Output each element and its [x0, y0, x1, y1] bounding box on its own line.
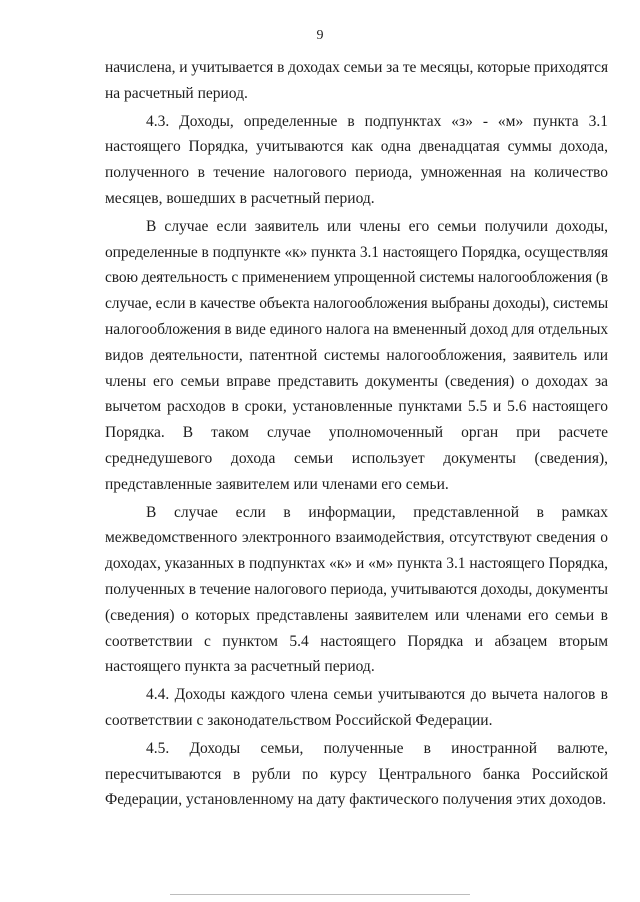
paragraph: [105, 214, 608, 498]
text-line: соответствии с пунктом 5.4 настоящего Порядка и абзацем вторым: [105, 632, 608, 650]
paragraph: [105, 109, 608, 212]
text-line: полученных в течение налогового периода, учитываются доходы, документы: [105, 580, 608, 598]
text-line: соответствии с законодательством Российской Федерации.: [105, 711, 493, 729]
text-line: межведомственного электронного взаимодействия, отсутствуют сведения о: [105, 529, 608, 547]
text-line: представленные заявителем или членами его семьи.: [105, 475, 449, 493]
scan-artifact-line: [170, 894, 470, 895]
text-line: начислена, и учитывается в доходах семьи за те месяцы, которые приходятся: [105, 59, 608, 76]
text-line: 4.5. Доходы семьи, полученные в иностранной валюте,: [146, 739, 608, 757]
text-line: Порядка. В таком случае уполномоченный орган при расчете: [105, 424, 608, 442]
paragraph: [105, 736, 608, 813]
text-line: случае, если в качестве объекта налогообложения выбраны доходы), системы: [105, 295, 608, 313]
text-line: полученного в течение налогового периода, умноженная на количество: [105, 164, 608, 182]
text-line: на расчетный период.: [105, 84, 248, 102]
page-number: 9: [316, 28, 324, 43]
text-line: члены его семьи вправе представить документы (сведения) о доходах за: [105, 372, 608, 390]
text-line: В случае если заявитель или члены его семьи получили доходы,: [146, 217, 608, 235]
text-line: (сведения) о которых представлены заявителем или членами его семьи в: [105, 606, 608, 624]
text-line: 4.3. Доходы, определенные в подпунктах «з» - «м» пункта 3.1: [146, 112, 608, 130]
text-line: среднедушевого дохода семьи использует документы (сведения),: [105, 449, 608, 467]
paragraph: [105, 500, 608, 681]
text-line: настоящего пункта за расчетный период.: [105, 658, 375, 676]
text-line: настоящего Порядка, учитываются как одна двенадцатая суммы дохода,: [105, 138, 608, 156]
document-body: [105, 55, 608, 813]
text-line: вычетом расходов в сроки, установленные пунктами 5.5 и 5.6 настоящего: [105, 398, 608, 416]
text-line: видов деятельности, патентной системы налогообложения, заявитель или: [105, 346, 608, 364]
text-line: Федерации, установленному на дату фактического получения этих доходов.: [105, 791, 607, 809]
paragraph: [105, 55, 608, 107]
text-line: 4.4. Доходы каждого члена семьи учитываются до вычета налогов в: [146, 686, 608, 704]
text-line: налогообложения в виде единого налога на вмененный доход для отдельных: [105, 320, 609, 338]
text-line: месяцев, вошедших в расчетный период.: [105, 189, 375, 207]
text-line: пересчитываются в рубли по курсу Центрального банка Российской: [105, 765, 608, 783]
text-line: определенные в подпункте «к» пункта 3.1 настоящего Порядка, осуществляя: [105, 243, 608, 261]
text-line: доходах, указанных в подпунктах «к» и «м» пункта 3.1 настоящего Порядка,: [105, 555, 608, 573]
text-line: В случае если в информации, представленной в рамках: [146, 503, 608, 521]
paragraph: [105, 682, 608, 734]
text-line: свою деятельность с применением упрощенной системы налогообложения (в: [105, 269, 608, 287]
